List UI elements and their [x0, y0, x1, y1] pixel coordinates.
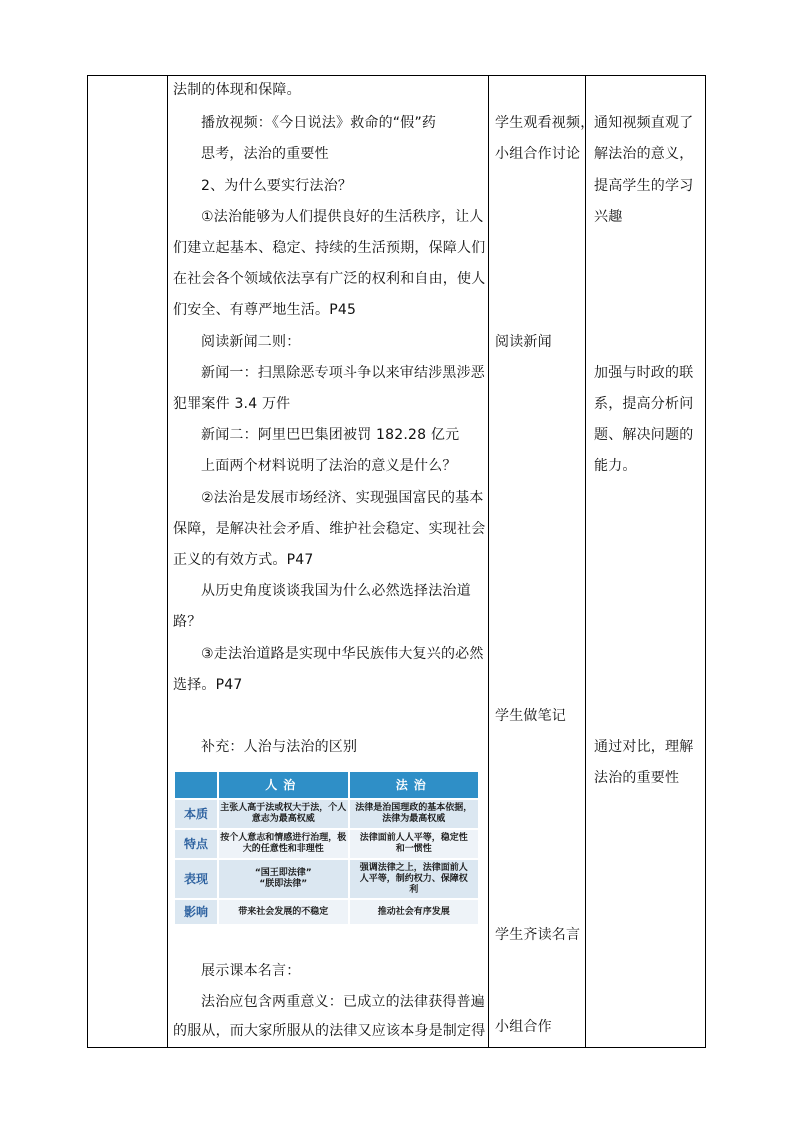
table-cell: 带来社会发展的不稳定 — [218, 899, 349, 925]
row-label: 特点 — [174, 829, 218, 859]
table-cell: 推动社会有序发展 — [349, 899, 480, 925]
column-divider — [167, 76, 168, 1047]
content-line: 的服从，而大家所服从的法律又应该本身是制定得 — [173, 1023, 486, 1039]
content-line: ①法治能够为人们提供良好的生活秩序，让人 — [201, 209, 484, 225]
activity-line: 小组合作 — [495, 1019, 552, 1035]
row-label: 影响 — [174, 899, 218, 925]
intent-line: 通知视频直观了 — [594, 115, 694, 131]
content-line: ②法治是发展市场经济、实现强国富民的基本 — [201, 490, 484, 506]
table-corner — [174, 771, 218, 799]
content-line: 法制的体现和保障。 — [173, 82, 301, 98]
content-line: 法治应包含两重意义：已成立的法律获得普遍 — [201, 994, 485, 1010]
content-line: 正义的有效方式。P47 — [173, 552, 314, 568]
intent-line: 系，提高分析问 — [594, 396, 694, 412]
intent-line: 提高学生的学习 — [594, 178, 694, 194]
content-line: 们安全、有尊严地生活。P45 — [173, 302, 357, 318]
header-rule-of-man: 人治 — [218, 771, 349, 799]
content-line: 在社会各个领域依法享有广泛的权利和自由，使人 — [173, 271, 486, 287]
row-label: 表现 — [174, 859, 218, 899]
content-line: 思考，法治的重要性 — [201, 146, 329, 162]
content-line: 2、为什么要实行法治？ — [201, 178, 353, 194]
comparison-table — [173, 770, 480, 926]
header-rule-of-law: 法治 — [349, 771, 480, 799]
table-cell: “国王即法律” “朕即法律” — [218, 859, 349, 899]
column-divider — [585, 76, 586, 1047]
table-cell: 法律面前人人平等，稳定性 和一惯性 — [349, 829, 480, 859]
intent-line: 通过对比，理解 — [594, 739, 694, 755]
activity-line: 小组合作讨论 — [495, 146, 581, 162]
table-cell: 主张人高于法或权大于法，个人 意志为最高权威 — [218, 799, 349, 829]
content-line: 新闻二：阿里巴巴集团被罚 182.28 亿元 — [201, 427, 460, 443]
content-line: 路？ — [173, 614, 202, 630]
content-line: 保障，是解决社会矛盾、维护社会稳定、实现社会 — [173, 521, 486, 537]
activity-line: 学生齐读名言 — [495, 927, 581, 943]
intent-line: 解法治的意义， — [594, 146, 694, 162]
activity-line: 学生做笔记 — [495, 708, 566, 724]
intent-line: 能力。 — [594, 458, 637, 474]
intent-line: 加强与时政的联 — [594, 365, 694, 381]
table-cell: 按个人意志和情感进行治理，极 大的任意性和非理性 — [218, 829, 349, 859]
content-line: 展示课本名言： — [201, 963, 301, 979]
content-line: 选择。P47 — [173, 677, 243, 693]
intent-line: 题、解决问题的 — [594, 427, 694, 443]
activity-line: 阅读新闻 — [495, 334, 552, 350]
table-cell: 法律是治国理政的基本依据， 法律为最高权威 — [349, 799, 480, 829]
content-line: 犯罪案件 3.4 万件 — [173, 396, 291, 412]
content-line: 播放视频：《今日说法》救命的“假”药 — [201, 115, 437, 131]
content-line: 们建立起基本、稳定、持续的生活预期，保障人们 — [173, 240, 486, 256]
activity-line: 学生观看视频， — [495, 115, 595, 131]
content-line: 阅读新闻二则： — [201, 334, 301, 350]
content-line: 补充：人治与法治的区别 — [201, 739, 358, 755]
content-line: 从历史角度谈谈我国为什么必然选择法治道 — [201, 583, 471, 599]
column-divider — [488, 76, 489, 1047]
content-line: 上面两个材料说明了法治的意义是什么？ — [201, 458, 457, 474]
intent-line: 兴趣 — [594, 209, 623, 225]
table-cell: 强调法律之上，法律面前人 人平等，制约权力、保障权 利 — [349, 859, 480, 899]
content-line: 新闻一：扫黑除恶专项斗争以来审结涉黑涉恶 — [201, 365, 485, 381]
row-label: 本质 — [174, 799, 218, 829]
content-line: ③走法治道路是实现中华民族伟大复兴的必然 — [201, 646, 484, 662]
intent-line: 法治的重要性 — [594, 770, 680, 786]
